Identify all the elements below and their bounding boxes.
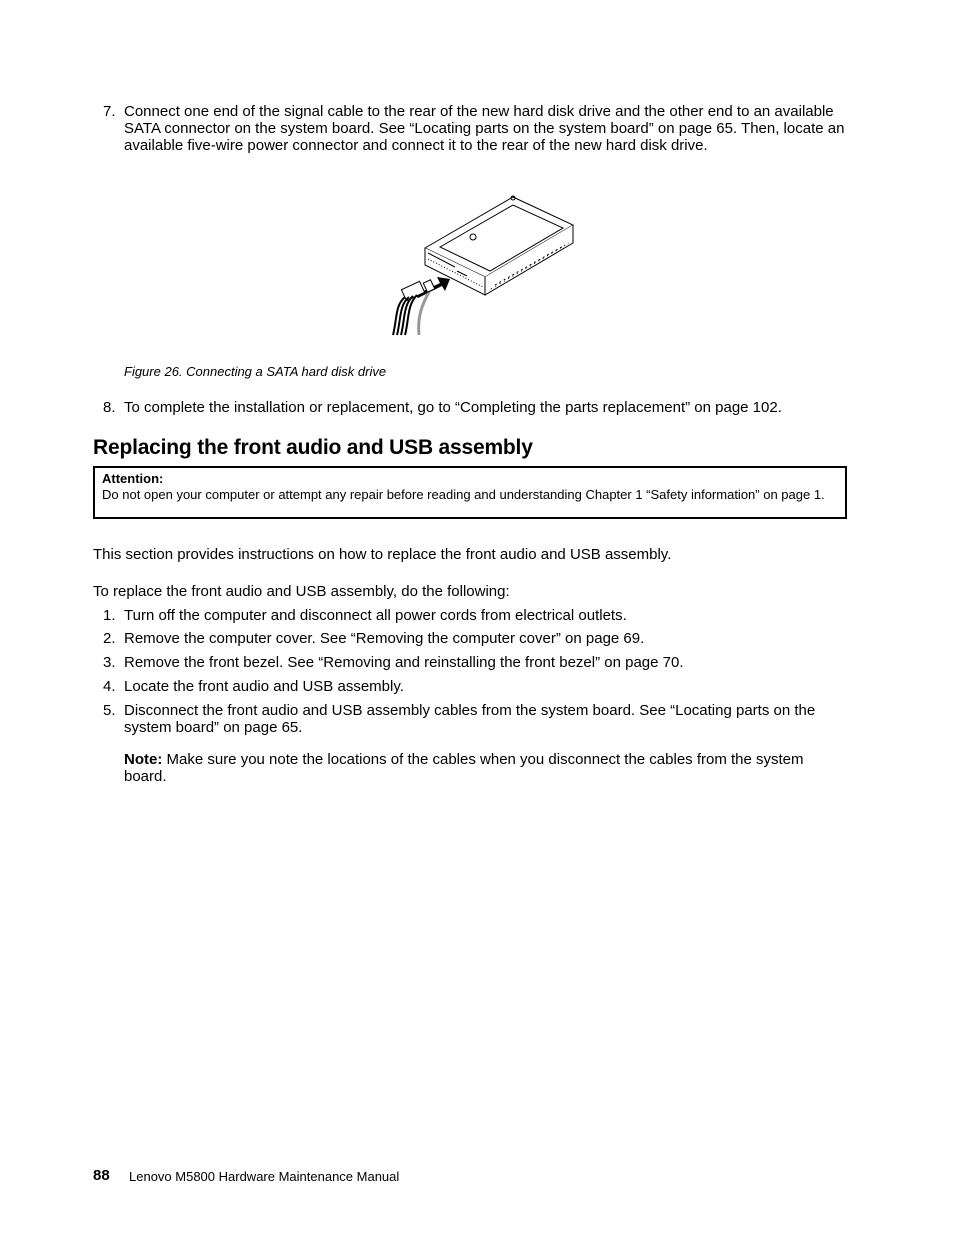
section-heading: Replacing the front audio and USB assembly	[93, 436, 533, 459]
attention-box	[93, 466, 847, 519]
step-number: 8.	[103, 399, 116, 416]
step-text: Turn off the computer and disconnect all power cords from electrical outlets.	[124, 607, 627, 624]
lead-paragraph: To replace the front audio and USB assembly, do the following:	[93, 583, 510, 600]
step-number: 4.	[103, 678, 116, 695]
attention-text: Do not open your computer or attempt any repair before reading and understanding Chapter 1 “Safety information” on page 1.	[102, 487, 825, 502]
step-text: Disconnect the front audio and USB assembly cables from the system board. See “Locating parts on the system board” on page 65.	[124, 702, 816, 736]
step-number: 3.	[103, 654, 116, 671]
step-number: 5.	[103, 702, 116, 719]
step-number: 7.	[103, 103, 116, 120]
step-text: To complete the installation or replacement, go to “Completing the parts replacement” on page 102.	[124, 399, 782, 416]
note-label: Note:	[124, 751, 163, 768]
hard-disk-drive-illustration	[385, 185, 585, 340]
step-text: Remove the front bezel. See “Removing and reinstalling the front bezel” on page 70.	[124, 654, 684, 671]
step-text: Locate the front audio and USB assembly.	[124, 678, 404, 695]
hard-disk-drive-icon	[385, 185, 585, 340]
note-text: Make sure you note the locations of the cables when you disconnect the cables from the system board.	[124, 751, 804, 785]
page-number: 88	[93, 1167, 110, 1184]
note	[124, 751, 849, 785]
intro-paragraph: This section provides instructions on how to replace the front audio and USB assembly.	[93, 546, 672, 563]
manual-title: Lenovo M5800 Hardware Maintenance Manual	[129, 1169, 400, 1184]
step-number: 1.	[103, 607, 116, 624]
attention-label: Attention:	[102, 471, 164, 486]
step-text: Remove the computer cover. See “Removing the computer cover” on page 69.	[124, 630, 645, 647]
step-text: Connect one end of the signal cable to the rear of the new hard disk drive and the other end to an available SATA connector on the system board. See “Locating parts on the system board” on page 65. Then, locate an available five-wire power connector and connect it to the rear of the new hard disk drive.	[124, 103, 845, 154]
step-number: 2.	[103, 630, 116, 647]
figure-caption: Figure 26. Connecting a SATA hard disk drive	[124, 364, 387, 379]
